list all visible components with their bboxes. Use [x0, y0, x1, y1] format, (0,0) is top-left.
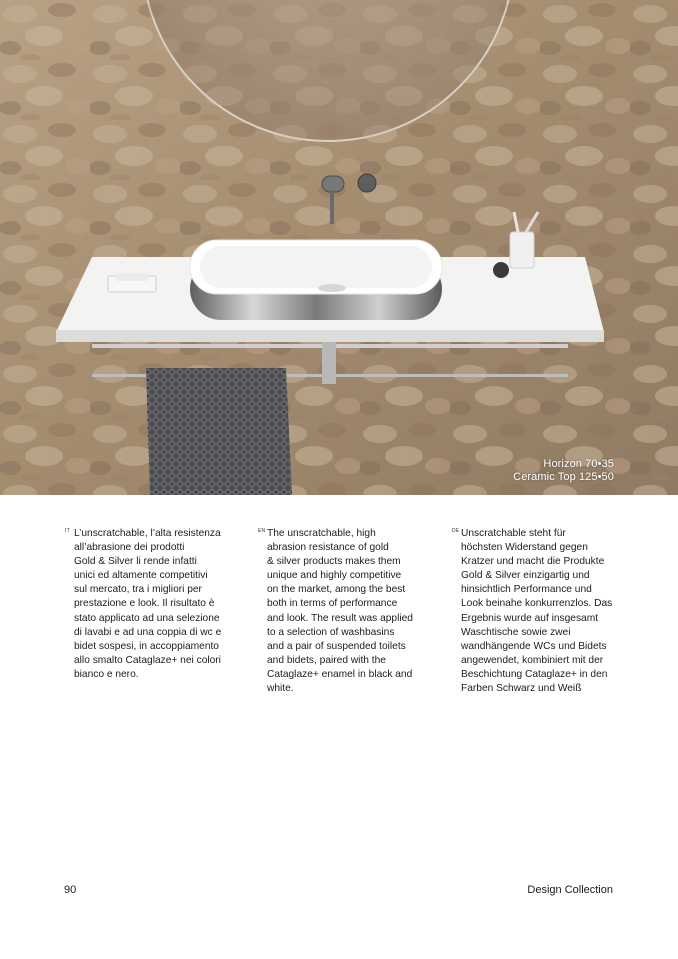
section-title: Design Collection — [527, 884, 613, 896]
photo-caption — [513, 458, 614, 484]
caption-line-2: Ceramic Top 125•50 — [513, 471, 614, 483]
body-text-it: L’unscratchable, l’alta resistenza all’abrasione dei prodotti Gold & Silver li rende infatti unici ed altamente competitivi sul mercato, tra i migliori per prestazione e look. Il risultato è stato applicato ad una selezione di lavabi e ad una coppia di wc e bidet sospesi, in accoppiamento allo smalto Cataglaze+ nei colori bianco e nero. — [74, 528, 222, 680]
body-text-en: The unscratchable, high abrasion resistance of gold & silver products makes them unique and highly competitive on the market, among the best both in terms of performance and look. The result was applied to a selection of washbasins and a pair of suspended toilets and bidets, paired with the Cataglaze+ enamel in black and white. — [267, 528, 413, 695]
language-tag-it: IT — [65, 528, 70, 534]
text-column-italian — [65, 527, 239, 682]
language-tag-en: EN — [258, 528, 266, 534]
language-tag-de: DE — [452, 528, 460, 534]
body-text-de: Unscratchable steht für höchsten Widerstand gegen Kratzer und macht die Produkte Gold & Silver einzigartig und hinsichtlich Performance und Look beinahe konkurrenzlos. Das Ergebnis wurde auf insgesamt Waschtische sowie zwei wandhängende WCs und Bidets angewendet, kombiniert mit der Beschichtung Cataglaze+ in den Farben Schwarz und Weiß — [461, 528, 613, 695]
text-column-german — [452, 527, 626, 696]
caption-line-1: Horizon 70•35 — [543, 458, 614, 470]
text-column-english — [258, 527, 432, 696]
page-number: 90 — [64, 884, 77, 896]
